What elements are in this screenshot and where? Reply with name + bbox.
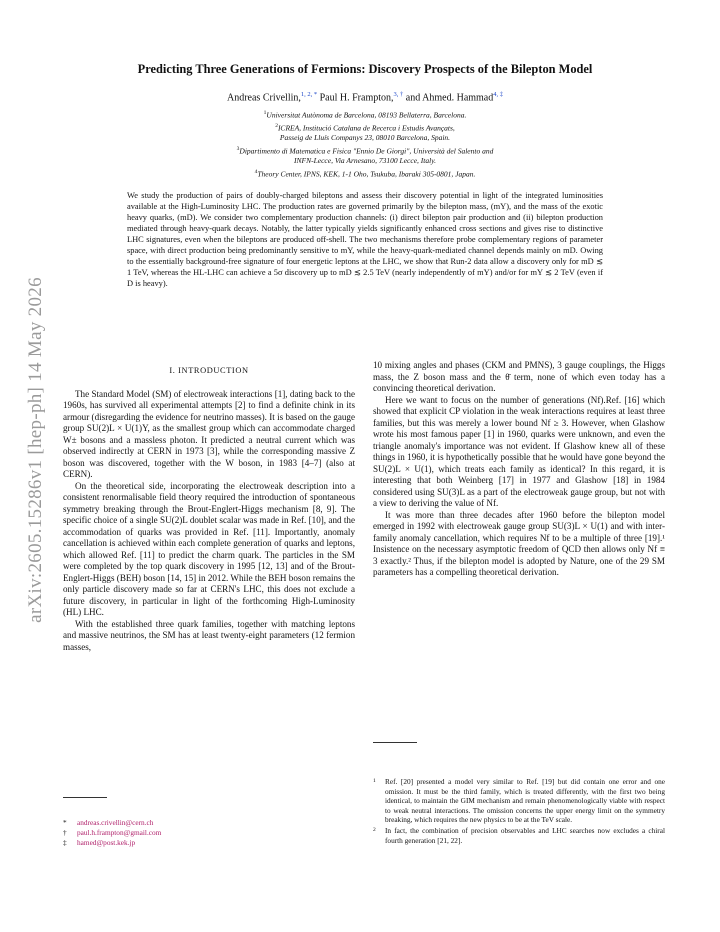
arxiv-identifier-stamp <box>18 235 54 665</box>
arxiv-identifier-text: arXiv:2605.15286v1 [hep-ph] 14 May 2026 <box>25 277 46 623</box>
affiliation-text: INFN-Lecce, Via Arnesano, 73100 Lecce, Italy. <box>294 156 436 166</box>
affiliation-line <box>60 144 670 157</box>
body-paragraph: Here we want to focus on the number of generations (Nf).Ref. [16] which showed that explicit CP violation in the weak interactions requires at least three families, but this was merely a lower bound Nf ≥ 3. However, when Glashow wrote his most famous paper [1] in 1960, quarks were unknown, and even the triangle anomaly's importance was not evident. If Glashow knew all of these things in 1960, it is hypothetically possible that he would have gone beyond the SU(2)L × U(1), which treats each family as identical? In this regard, it is interesting that both Weinberg [17] in 1977 and Glashow [18] in 1984 considered using SU(3)L as a part of the electroweak gauge group, but not with a view to deriving the value of Nf. <box>373 394 665 508</box>
affiliation-number: 4 <box>254 168 258 175</box>
author-list <box>60 91 670 103</box>
footnote-divider <box>63 797 107 798</box>
body-paragraph: 10 mixing angles and phases (CKM and PMNS), 3 gauge couplings, the Higgs mass, the Z boson mass and the θ̄ term, none of which even today has a convincing theoretical derivation. <box>373 360 665 393</box>
paper-title: Predicting Three Generations of Fermions: Discovery Prospects of the Bilepton Model <box>137 62 593 76</box>
affiliation-line <box>60 167 670 180</box>
author-name: and Ahmed. Hammad <box>405 92 494 104</box>
abstract: We study the production of pairs of doubly-charged bileptons and assess their discovery potential in light of the integrated luminosities available at the High-Luminosity LHC. The production rates are governed primarily by the bilepton mass, (mY), and the mass of the exotic heavy quarks, (mD). We consider two complementary production channels: (i) direct bilepton pair production and (ii) bilepton production mediated through heavy-quark decays. Notably, the latter typically yields significantly enhanced cross sections and gives rise to distinctive LHC signatures, even when the bileptons are produced off-shell. The two mechanisms therefore probe complementary regions of parameter space, with direct production being predominantly sensitive to mY, while the heavy-quark-mediated channel depends mainly on mD. Owing to the essentially background-free signature of four energetic leptons at the LHC, we show that Run-2 data allow a discovery only for mD ≲ 1 TeV, whereas the HL-LHC can achieve a 5σ discovery up to mD ≲ 2.5 TeV (nearly independently of mY) and/or for mY ≲ 2 TeV (even if D is heavy). <box>127 191 603 288</box>
author-affiliation-marker[interactable]: 1, 2, * <box>300 91 318 98</box>
author-affiliation-marker[interactable]: 3, † <box>393 91 404 98</box>
body-paragraph: It was more than three decades after 1960 before the bilepton model emerged in 1992 with electroweak gauge group SU(3)L × U(1) and with inter-family anomaly cancellation, which requires Nf to be a multiple of three [19].¹ Insistence on the necessary asymptotic freedom of QCD then allows only Nf ≡ 3 exactly.² Thus, if the bilepton model is adopted by Nature, one of the 29 SM parameters has a compelling theoretical derivation. <box>373 509 665 577</box>
email-link[interactable]: andreas.crivellin@cern.ch <box>77 818 154 827</box>
body-paragraph: With the established three quark families, together with matching leptons and massive neutrinos, the SM has at least twenty-eight parameters (12 fermion masses, <box>63 618 355 652</box>
left-column <box>63 360 355 653</box>
section-heading: I. INTRODUCTION <box>169 366 249 375</box>
footnote <box>373 777 665 825</box>
affiliation-line <box>60 156 670 166</box>
email-entry <box>63 838 355 848</box>
affiliation-line <box>60 121 670 134</box>
affiliation-text: Universitat Autònoma de Barcelona, 08193 Bellaterra, Barcelona. <box>266 110 467 120</box>
footnote-text: In fact, the combination of precision observables and LHC searches now excludes a chiral fourth generation [21, 22]. <box>385 825 665 845</box>
body-paragraph: On the theoretical side, incorporating the electroweak description into a consistent renormalisable field theory required the introduction of spontaneous symmetry breaking through the Brout-Englert-Higgs mechanism [8, 9]. The specific choice of a single SU(2)L doublet scalar was made in Ref. [10], and the accommodation of quarks was provided in Ref. [11]. Importantly, anomaly cancellation is achieved within each complete generation of quarks and leptons, which allowed Ref. [11] to predict the charm quark. The particles in the SM were completed by the top quark discovery in 1995 [12, 13] and of the Brout-Englert-Higgs (BEH) boson [14, 15] in 2012. While the BEH boson remains the only particle discovery made so far at CERN's LHC, this does not exclude a future discovery, in particular in light of the forthcoming High-Luminosity (HL) LHC. <box>63 480 355 617</box>
email-marker: * <box>63 818 67 827</box>
footnote-number: 1 <box>373 778 376 784</box>
affiliation-line <box>60 133 670 143</box>
footnote-text: Ref. [20] presented a model very similar to Ref. [19] but did contain one error and one omission. It must be the third family, which is treated differently, with the first two being identical, to maintain the GIM mechanism and remain phenomenologically viable with respect to weak neutral interactions. The omission concerns the upper energy limit on the symmetry breaking, which requires the new physics to be at the TeV scale. <box>385 777 665 825</box>
affiliation-text: Theory Center, IPNS, KEK, 1-1 Oho, Tsukuba, Ibaraki 305-0801, Japan. <box>257 169 476 179</box>
footnote-divider <box>373 742 417 743</box>
body-paragraph: The Standard Model (SM) of electroweak interactions [1], dating back to the 1960s, has survived all experimental attempts [2] to find a definite chink in its armour (disregarding the evidence for neutrino masses). It is based on the gauge group SU(2)L × U(1)Y, as the smallest group which can accommodate charged W± bosons and a massless photon. It predicted a neutral current which was observed indirectly at CERN in 1973 [3], while the corresponding massive Z boson was discovered, together with the W boson, in 1983 [4–7] (also at CERN). <box>63 388 355 479</box>
affiliation-number: 3 <box>236 145 240 152</box>
author-email-list <box>63 818 355 847</box>
affiliation-line <box>60 108 670 121</box>
affiliation-list <box>60 108 670 179</box>
author-name: Andreas Crivellin, <box>227 92 301 104</box>
affiliation-number: 2 <box>275 122 278 129</box>
affiliation-text: ICREA, Institució Catalana de Recerca i Estudis Avançats, <box>277 123 455 133</box>
author-name: Paul H. Frampton, <box>319 92 394 104</box>
affiliation-text: Dipartimento di Matematica e Fisica "Ennio De Giorgi", Università del Salento and <box>239 146 494 156</box>
affiliation-text: Passeig de Lluís Companys 23, 08010 Barcelona, Spain. <box>279 133 451 143</box>
right-column <box>373 360 665 579</box>
author-affiliation-marker[interactable]: 4, ‡ <box>493 91 503 98</box>
email-marker: † <box>63 827 67 837</box>
footnote-number: 2 <box>373 826 376 833</box>
footnote <box>373 826 665 845</box>
email-link[interactable]: hamed@post.kek.jp <box>77 837 136 847</box>
email-link[interactable]: paul.h.frampton@gmail.com <box>77 827 162 837</box>
email-entry <box>63 828 355 838</box>
email-entry <box>63 818 355 828</box>
affiliation-number: 1 <box>263 110 267 116</box>
email-marker: ‡ <box>63 837 67 847</box>
footnote-list <box>373 777 665 846</box>
